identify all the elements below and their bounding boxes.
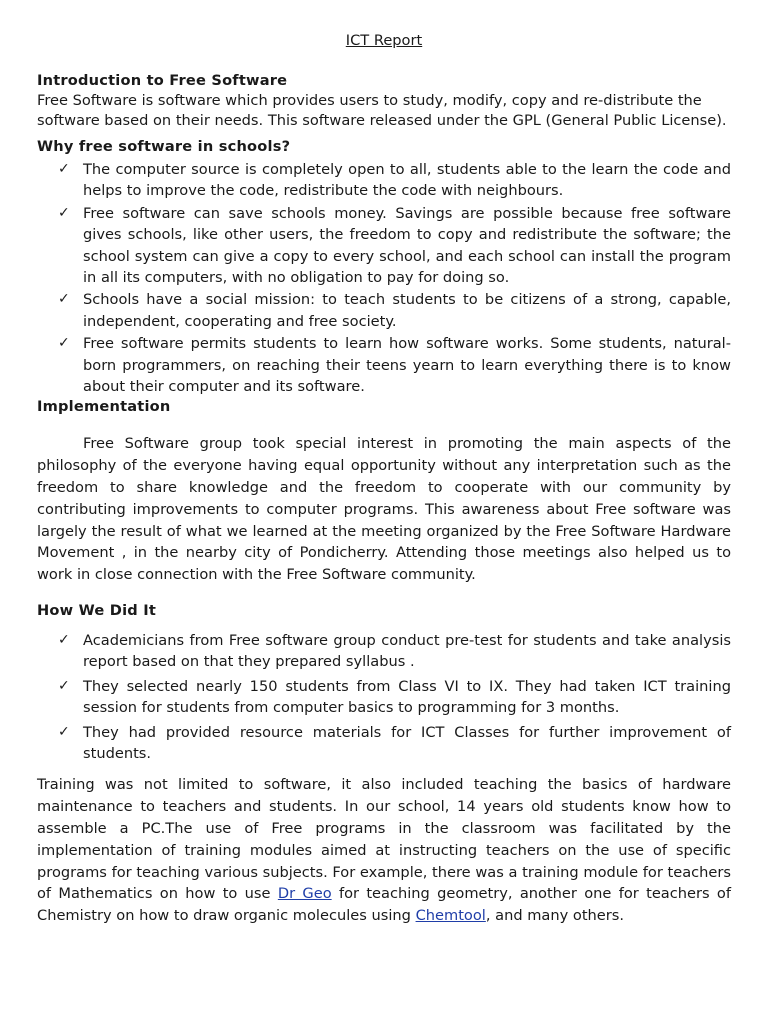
- dr-geo-link[interactable]: Dr Geo: [277, 885, 332, 903]
- why-heading: Why free software in schools?: [37, 138, 291, 155]
- list-item: [58, 289, 731, 332]
- list-item-text: Free software permits students to learn how software works. Some students, natural-born programmers, on reaching their teens yearn to learn everything there is to know about their computer and its software.: [83, 335, 731, 396]
- how-list: [37, 630, 731, 764]
- checkmark-icon: ✓: [58, 677, 70, 694]
- why-list: [37, 159, 731, 397]
- checkmark-icon: ✓: [58, 723, 70, 740]
- checkmark-icon: ✓: [58, 161, 70, 177]
- list-item: [58, 333, 731, 397]
- implementation-paragraph: Free Software group took special interest in promoting the main aspects of the philosophy of the everyone having equal opportunity without any interpretation such as the freedom to share knowledge and the freedom to cooperate with our community by contributing improvements to computer programs. This awareness about Free software was largely the result of what we learned at the meeting organized by the Free Software Hardware Movement , in the nearby city of Pondicherry. Attending those meetings also helped us to work in close connection with the Free Software community.: [37, 435, 731, 584]
- checkmark-icon: ✓: [58, 632, 70, 649]
- document-page: [37, 30, 731, 927]
- chemtool-link[interactable]: Chemtool: [415, 907, 486, 925]
- checkmark-icon: ✓: [58, 291, 70, 308]
- intro-heading: Introduction to Free Software: [37, 72, 288, 89]
- list-item-text: Academicians from Free software group conduct pre-test for students and take analysis report based on that they prepared syllabus .: [83, 632, 731, 671]
- list-item: [58, 722, 731, 765]
- training-paragraph: [37, 774, 731, 927]
- checkmark-icon: ✓: [58, 204, 70, 221]
- checkmark-icon: ✓: [58, 335, 70, 352]
- training-text-3: , and many others.: [485, 907, 625, 925]
- training-text-2: for teaching geometry, another one for teachers of Chemistry on how to draw organic molecules using: [37, 885, 731, 925]
- list-item-text: They had provided resource materials for ICT Classes for further improvement of students.: [83, 723, 731, 763]
- list-item-text: The computer source is completely open to all, students able to the learn the code and helps to improve the code, redistribute the code with neighbours.: [83, 161, 731, 200]
- implementation-heading: Implementation: [37, 398, 171, 416]
- intro-paragraph: Free Software is software which provides users to study, modify, copy and re-distribute the software based on their needs. This software released under the GPL (General Public License).: [37, 92, 727, 129]
- document-title: ICT Report: [345, 32, 423, 49]
- list-item-text: Free software can save schools money. Savings are possible because free software gives schools, like other users, the freedom to copy and redistribute the software; the school system can give a copy to every school, and each school can install the program in all its computers, with no obligation to pay for doing so.: [83, 204, 731, 287]
- list-item-text: Schools have a social mission: to teach students to be citizens of a strong, capable, independent, cooperating and free society.: [83, 291, 731, 330]
- list-item: [58, 203, 731, 289]
- list-item: [58, 159, 731, 202]
- list-item: [58, 630, 731, 673]
- training-text-1: Training was not limited to software, it also included teaching the basics of hardware maintenance to teachers and students. In our school, 14 years old students know how to assemble a PC.The use of Free programs in the classroom was facilitated by the implementation of training modules aimed at instructing teachers on the use of specific programs for teaching various subjects. For example, there was a training module for teachers of Mathematics on how to use: [37, 776, 731, 903]
- how-heading: How We Did It: [37, 602, 157, 620]
- list-item-text: They selected nearly 150 students from Class VI to IX. They had taken ICT training session for students from computer basics to programming for 3 months.: [83, 677, 731, 717]
- list-item: [58, 676, 731, 719]
